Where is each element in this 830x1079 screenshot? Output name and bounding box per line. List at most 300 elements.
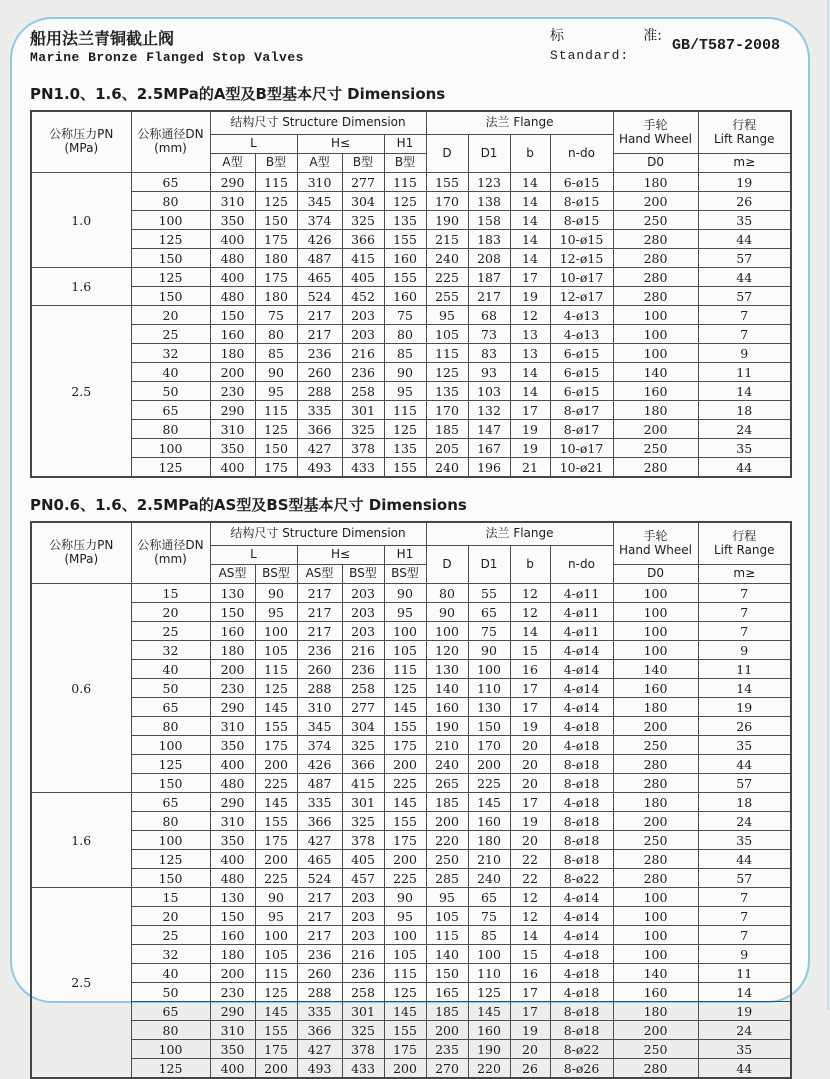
cell: 155 (384, 268, 426, 287)
l-type-b-header: BS型 (255, 565, 297, 584)
cell: 290 (210, 698, 255, 717)
d0-header: D0 (613, 565, 698, 584)
cell: 155 (255, 812, 297, 831)
cell: 15 (131, 888, 210, 907)
cell: 19 (510, 717, 550, 736)
cell: 44 (698, 268, 791, 287)
cell: 200 (613, 812, 698, 831)
hand-wheel-header-line-2: Hand Wheel (619, 131, 692, 146)
cell: 95 (426, 306, 468, 325)
table-row (31, 363, 791, 382)
cell: 310 (210, 717, 255, 736)
table-row (31, 907, 791, 926)
cell: 200 (613, 420, 698, 439)
cell: 175 (384, 1040, 426, 1059)
table-row (31, 306, 791, 325)
table-body (31, 584, 791, 1079)
cell: 160 (613, 679, 698, 698)
cell: 103 (468, 382, 510, 401)
cell: 288 (297, 382, 342, 401)
cell: 150 (131, 774, 210, 793)
table-row (31, 755, 791, 774)
cell: 150 (131, 287, 210, 306)
table-row (31, 926, 791, 945)
cell: 145 (468, 1002, 510, 1021)
cell: 18 (698, 401, 791, 420)
cell: 217 (297, 926, 342, 945)
dn-header (131, 522, 210, 584)
cell: 480 (210, 774, 255, 793)
cell: 8-ø18 (550, 850, 613, 869)
document-card (10, 17, 810, 1076)
cell: 150 (131, 869, 210, 888)
cell: 250 (613, 736, 698, 755)
cell: 9 (698, 344, 791, 363)
table-row (31, 945, 791, 964)
cell: 175 (255, 268, 297, 287)
cell: 14 (510, 382, 550, 401)
table-row (31, 1002, 791, 1021)
cell: 100 (613, 622, 698, 641)
cell: 22 (510, 850, 550, 869)
standard-label-zh (550, 27, 662, 47)
pressure-group-cell: 1.6 (31, 793, 131, 888)
cell: 258 (342, 679, 384, 698)
cell: 95 (255, 382, 297, 401)
cell: 100 (131, 736, 210, 755)
table-row (31, 603, 791, 622)
cell: 80 (131, 1021, 210, 1040)
cell: 13 (510, 344, 550, 363)
dn-header (131, 111, 210, 173)
cell: 230 (210, 679, 255, 698)
table-row (31, 173, 791, 192)
cell: 335 (297, 1002, 342, 1021)
table-as-bs-mount (12, 521, 808, 1079)
cell: 280 (613, 230, 698, 249)
cell: 65 (468, 603, 510, 622)
cell: 280 (613, 249, 698, 268)
cell: 125 (384, 983, 426, 1002)
cell: 378 (342, 831, 384, 850)
cell: 190 (468, 1040, 510, 1059)
h-type-b-header: B型 (342, 154, 384, 173)
cell: 32 (131, 641, 210, 660)
cell: 100 (613, 584, 698, 603)
cell: 285 (426, 869, 468, 888)
cell: 4-ø11 (550, 622, 613, 641)
cell: 400 (210, 458, 255, 478)
l-type-a-header: A型 (210, 154, 255, 173)
cell: 280 (613, 268, 698, 287)
cell: 8-ø18 (550, 774, 613, 793)
cell: 19 (698, 1002, 791, 1021)
table-row (31, 584, 791, 603)
cell: 100 (468, 945, 510, 964)
header-row-1 (31, 522, 791, 546)
cell: 10-ø17 (550, 268, 613, 287)
cell: 203 (342, 306, 384, 325)
cell: 12 (510, 306, 550, 325)
cell: 95 (255, 603, 297, 622)
cell: 427 (297, 439, 342, 458)
cell: 100 (426, 622, 468, 641)
cell: 301 (342, 1002, 384, 1021)
cell: 335 (297, 793, 342, 812)
cell: 44 (698, 1059, 791, 1079)
cell: 200 (384, 755, 426, 774)
cell: 20 (131, 306, 210, 325)
cell: 100 (131, 211, 210, 230)
cell: 208 (468, 249, 510, 268)
cell: 75 (255, 306, 297, 325)
cell: 426 (297, 230, 342, 249)
cell: 35 (698, 439, 791, 458)
lift-range-header-line-2: Lift Range (713, 542, 775, 557)
cell: 125 (131, 755, 210, 774)
lift-range-header (698, 522, 791, 565)
cell: 4-ø13 (550, 306, 613, 325)
cell: 400 (210, 1059, 255, 1079)
cell: 100 (255, 926, 297, 945)
cell: 215 (426, 230, 468, 249)
cell: 290 (210, 793, 255, 812)
cell: 100 (131, 1040, 210, 1059)
cell: 480 (210, 869, 255, 888)
cell: 465 (297, 850, 342, 869)
cell: 12 (510, 888, 550, 907)
cell: 290 (210, 1002, 255, 1021)
cell: 145 (384, 698, 426, 717)
cell: 427 (297, 831, 342, 850)
pressure-header-line-1: 公称压力PN (49, 538, 114, 553)
cell: 130 (468, 698, 510, 717)
m-header: m≥ (698, 154, 791, 173)
cell: 487 (297, 249, 342, 268)
cell: 123 (468, 173, 510, 192)
cell: 10-ø21 (550, 458, 613, 478)
cell: 80 (131, 717, 210, 736)
cell: 350 (210, 211, 255, 230)
cell: 160 (210, 926, 255, 945)
cell: 7 (698, 888, 791, 907)
cell: 155 (384, 812, 426, 831)
dn-header-line-1: 公称通径DN (137, 538, 204, 553)
cell: 15 (131, 584, 210, 603)
cell: 366 (342, 755, 384, 774)
pressure-group-cell: 0.6 (31, 584, 131, 793)
table-body (31, 173, 791, 478)
cell: 345 (297, 192, 342, 211)
cell: 170 (468, 736, 510, 755)
cell: 8-ø17 (550, 401, 613, 420)
table-as-bs (30, 521, 792, 1079)
table-row (31, 660, 791, 679)
cell: 65 (131, 1002, 210, 1021)
cell: 14 (510, 230, 550, 249)
cell: 17 (510, 268, 550, 287)
cell: 115 (255, 964, 297, 983)
cell: 147 (468, 420, 510, 439)
cell: 185 (426, 1002, 468, 1021)
pressure-header (31, 522, 131, 584)
cell: 75 (384, 306, 426, 325)
cell: 4-ø11 (550, 603, 613, 622)
cell: 21 (510, 458, 550, 478)
cell: 57 (698, 869, 791, 888)
cell: 90 (384, 363, 426, 382)
cell: 132 (468, 401, 510, 420)
cell: 14 (510, 249, 550, 268)
cell: 200 (384, 1059, 426, 1079)
cell: 400 (210, 230, 255, 249)
cell: 310 (210, 812, 255, 831)
cell: 50 (131, 983, 210, 1002)
cell: 125 (384, 420, 426, 439)
cell: 175 (255, 1040, 297, 1059)
cell: 217 (297, 622, 342, 641)
cell: 260 (297, 660, 342, 679)
cell: 277 (342, 698, 384, 717)
cell: 217 (297, 325, 342, 344)
cell: 290 (210, 173, 255, 192)
cell: 100 (613, 306, 698, 325)
cell: 216 (342, 641, 384, 660)
cell: 175 (384, 736, 426, 755)
cell: 260 (297, 964, 342, 983)
cell: 240 (426, 249, 468, 268)
cell: 130 (426, 660, 468, 679)
cell: 110 (468, 964, 510, 983)
cell: 366 (297, 420, 342, 439)
cell: 100 (384, 622, 426, 641)
cell: 125 (468, 983, 510, 1002)
cell: 4-ø14 (550, 679, 613, 698)
cell: 217 (297, 603, 342, 622)
cell: 32 (131, 344, 210, 363)
cell: 180 (613, 401, 698, 420)
cell: 180 (613, 698, 698, 717)
cell: 175 (255, 831, 297, 850)
table-row (31, 850, 791, 869)
cell: 216 (342, 945, 384, 964)
cell: 433 (342, 458, 384, 478)
cell: 14 (510, 926, 550, 945)
cell: 19 (510, 1021, 550, 1040)
cell: 366 (297, 812, 342, 831)
cell: 280 (613, 287, 698, 306)
cell: 100 (468, 660, 510, 679)
cell: 16 (510, 660, 550, 679)
flange-header: 法兰 Flange (426, 111, 613, 135)
cell: 8-ø18 (550, 812, 613, 831)
cell: 210 (426, 736, 468, 755)
cell: 11 (698, 964, 791, 983)
cell: 100 (613, 907, 698, 926)
cell: 487 (297, 774, 342, 793)
cell: 405 (342, 850, 384, 869)
cell: 225 (255, 869, 297, 888)
cell: 217 (297, 306, 342, 325)
cell: 160 (613, 382, 698, 401)
cell: 415 (342, 249, 384, 268)
cell: 95 (384, 603, 426, 622)
cell: 200 (210, 660, 255, 679)
cell: 44 (698, 458, 791, 478)
cell: 138 (468, 192, 510, 211)
cell: 8-ø26 (550, 1059, 613, 1079)
dn-header-line-2: (mm) (154, 552, 187, 566)
hand-wheel-header-line-2: Hand Wheel (619, 542, 692, 557)
cell: 180 (210, 641, 255, 660)
cell: 12 (510, 907, 550, 926)
cell: 20 (510, 831, 550, 850)
cell: 255 (426, 287, 468, 306)
cell: 110 (468, 679, 510, 698)
table-row (31, 698, 791, 717)
cell: 225 (426, 268, 468, 287)
cell: 4-ø18 (550, 964, 613, 983)
cell: 20 (510, 1040, 550, 1059)
table-a-b-mount (12, 110, 808, 478)
cell: 24 (698, 812, 791, 831)
cell: 8-ø18 (550, 1002, 613, 1021)
cell: 180 (255, 287, 297, 306)
cell: 80 (131, 420, 210, 439)
cell: 236 (297, 344, 342, 363)
table-row (31, 831, 791, 850)
cell: 14 (698, 382, 791, 401)
cell: 4-ø18 (550, 717, 613, 736)
cell: 4-ø14 (550, 641, 613, 660)
cell: 180 (210, 945, 255, 964)
cell: 100 (384, 926, 426, 945)
cell: 7 (698, 907, 791, 926)
table-row (31, 439, 791, 458)
table-row (31, 420, 791, 439)
cell: 160 (210, 325, 255, 344)
cell: 125 (131, 850, 210, 869)
table-row (31, 230, 791, 249)
cell: 524 (297, 287, 342, 306)
cell: 7 (698, 603, 791, 622)
cell: 170 (426, 401, 468, 420)
cell: 258 (342, 983, 384, 1002)
cell: 160 (210, 622, 255, 641)
cell: 105 (426, 325, 468, 344)
lift-range-header-line-1: 行程 (732, 117, 757, 132)
cell: 180 (613, 793, 698, 812)
cell: 19 (698, 173, 791, 192)
cell: 4-ø18 (550, 736, 613, 755)
cell: 90 (468, 641, 510, 660)
cell: 85 (255, 344, 297, 363)
cell: 290 (210, 401, 255, 420)
cell: 250 (426, 850, 468, 869)
cell: 105 (426, 907, 468, 926)
pressure-header (31, 111, 131, 173)
standard-labels (550, 27, 662, 65)
cell: 125 (384, 192, 426, 211)
h-type-a-header: AS型 (297, 565, 342, 584)
table-row (31, 774, 791, 793)
cell: 135 (384, 439, 426, 458)
page-edge-line (827, 0, 829, 1010)
cell: 405 (342, 268, 384, 287)
cell: 14 (510, 192, 550, 211)
cell: 301 (342, 401, 384, 420)
cell: 115 (384, 660, 426, 679)
table-row (31, 287, 791, 306)
page-title-zh: 船用法兰青铜截止阀 (30, 29, 175, 48)
cell: 90 (255, 888, 297, 907)
cell: 44 (698, 755, 791, 774)
table-row (31, 1040, 791, 1059)
pressure-group-cell: 1.0 (31, 173, 131, 268)
section-heading-2: PN0.6、1.6、2.5MPa的AS型及BS型基本尺寸 Dimensions (30, 496, 467, 514)
cell: 24 (698, 420, 791, 439)
table-a-b (30, 110, 792, 478)
cell: 140 (426, 945, 468, 964)
cell: 155 (384, 717, 426, 736)
cell: 4-ø18 (550, 945, 613, 964)
cell: 280 (613, 1059, 698, 1079)
cell: 452 (342, 287, 384, 306)
cell: 426 (297, 755, 342, 774)
table-row (31, 983, 791, 1002)
cell: 280 (613, 458, 698, 478)
cell: 150 (210, 907, 255, 926)
section-heading-1: PN1.0、1.6、2.5MPa的A型及B型基本尺寸 Dimensions (30, 85, 446, 103)
cell: 210 (468, 850, 510, 869)
hand-wheel-header-line-1: 手轮 (643, 117, 668, 132)
cell: 280 (613, 774, 698, 793)
cell: 200 (255, 850, 297, 869)
cell: 167 (468, 439, 510, 458)
cell: 35 (698, 736, 791, 755)
standard-label-zh-2: 准: (643, 28, 662, 44)
cell: 200 (255, 1059, 297, 1079)
cell: 350 (210, 1040, 255, 1059)
cell: 240 (426, 458, 468, 478)
pressure-group-cell: 2.5 (31, 888, 131, 1079)
cell: 310 (210, 1021, 255, 1040)
cell: 100 (613, 945, 698, 964)
cell: 125 (255, 679, 297, 698)
cell: 325 (342, 812, 384, 831)
cell: 7 (698, 584, 791, 603)
cell: 95 (384, 907, 426, 926)
cell: 288 (297, 679, 342, 698)
cell: 100 (613, 603, 698, 622)
cell: 140 (426, 679, 468, 698)
cell: 57 (698, 287, 791, 306)
cell: 50 (131, 382, 210, 401)
cell: 17 (510, 793, 550, 812)
d-header: D (426, 546, 468, 584)
cell: 277 (342, 173, 384, 192)
cell: 4-ø18 (550, 983, 613, 1002)
cell: 4-ø13 (550, 325, 613, 344)
table-header (31, 522, 791, 584)
cell: 240 (468, 869, 510, 888)
cell: 180 (613, 173, 698, 192)
cell: 90 (255, 584, 297, 603)
cell: 8-ø22 (550, 869, 613, 888)
cell: 203 (342, 907, 384, 926)
cell: 19 (510, 439, 550, 458)
cell: 150 (468, 717, 510, 736)
